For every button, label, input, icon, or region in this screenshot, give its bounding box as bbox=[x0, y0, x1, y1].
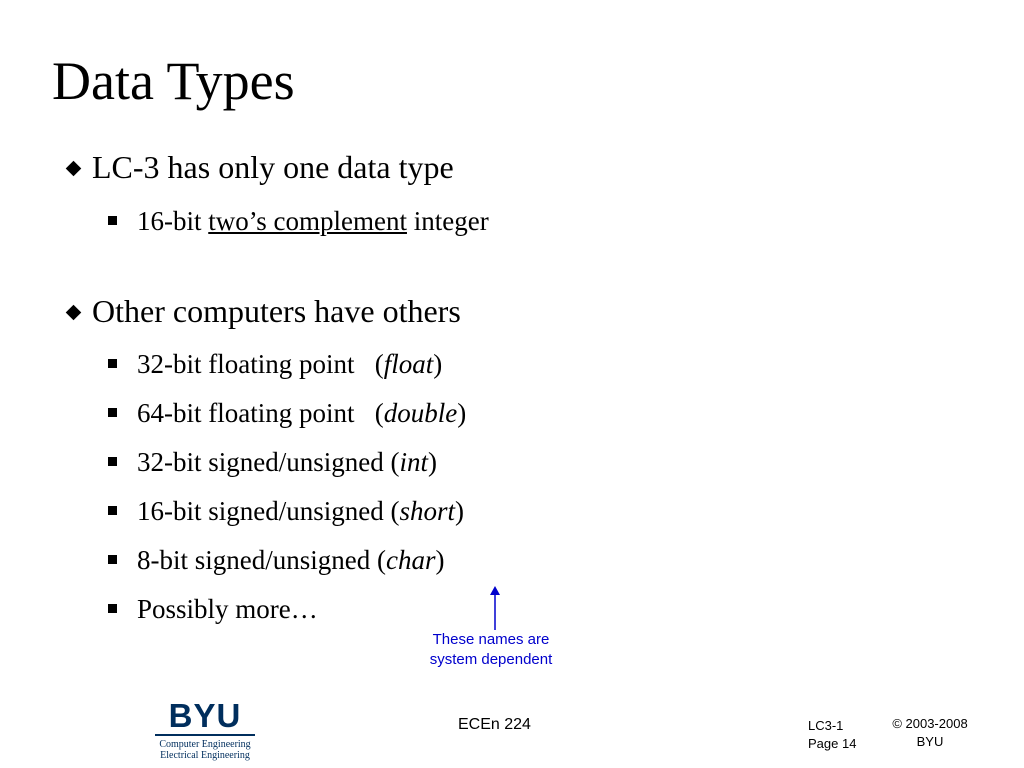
logo-dept-line-2: Electrical Engineering bbox=[160, 750, 250, 761]
up-arrow-icon bbox=[484, 586, 506, 632]
sub-bullet-suffix: integer bbox=[406, 206, 489, 236]
type-close: ) bbox=[435, 545, 445, 575]
diamond-bullet-icon bbox=[66, 305, 82, 321]
slide-id: LC3-1 bbox=[808, 718, 844, 733]
page-number: Page 14 bbox=[808, 736, 857, 751]
copyright-org: BYU bbox=[916, 734, 944, 749]
system-dependent-annotation bbox=[410, 630, 572, 670]
sub-bullet-short bbox=[137, 495, 464, 527]
type-description: 64-bit floating point ( bbox=[137, 398, 384, 428]
slide-info bbox=[808, 717, 856, 753]
slide-title: Data Types bbox=[52, 51, 295, 111]
square-bullet-icon bbox=[108, 506, 117, 515]
square-bullet-icon bbox=[108, 359, 117, 368]
course-name: ECEn 224 bbox=[458, 716, 531, 733]
sub-bullet-possibly-more bbox=[137, 593, 318, 625]
type-close: ) bbox=[428, 447, 437, 477]
bullet-others-text: Other computers have others bbox=[92, 293, 461, 329]
square-bullet-icon bbox=[108, 604, 117, 613]
square-bullet-icon bbox=[108, 457, 117, 466]
logo-rule bbox=[155, 734, 255, 736]
square-bullet-icon bbox=[108, 216, 117, 225]
sub-bullet-int bbox=[137, 446, 437, 478]
bullet-others bbox=[92, 292, 461, 330]
type-description: 32-bit signed/unsigned ( bbox=[137, 447, 400, 477]
sub-bullet-double bbox=[137, 397, 466, 429]
bullet-lc3 bbox=[92, 148, 454, 186]
copyright bbox=[885, 715, 975, 751]
type-description: 16-bit signed/unsigned ( bbox=[137, 496, 400, 526]
type-description: Possibly more… bbox=[137, 594, 318, 624]
type-close: ) bbox=[433, 349, 443, 379]
sub-bullet-twos-complement bbox=[137, 205, 489, 237]
type-keyword: short bbox=[399, 496, 456, 526]
square-bullet-icon bbox=[108, 555, 117, 564]
type-keyword: int bbox=[399, 447, 428, 477]
twos-complement-term: two’s complement bbox=[208, 206, 407, 236]
type-description: 32-bit floating point ( bbox=[137, 349, 384, 379]
byu-logo bbox=[155, 697, 255, 761]
sub-bullet-float bbox=[137, 348, 442, 380]
square-bullet-icon bbox=[108, 408, 117, 417]
byu-wordmark: BYU bbox=[168, 697, 242, 734]
logo-dept-line-1: Computer Engineering bbox=[159, 739, 251, 750]
annotation-line-1: These names are bbox=[432, 631, 550, 648]
type-keyword: double bbox=[383, 398, 458, 428]
type-description: 8-bit signed/unsigned ( bbox=[137, 545, 386, 575]
type-close: ) bbox=[455, 496, 465, 526]
diamond-bullet-icon bbox=[66, 161, 82, 177]
sub-bullet-prefix: 16-bit bbox=[137, 206, 209, 236]
type-close: ) bbox=[457, 398, 467, 428]
type-keyword: float bbox=[383, 349, 434, 379]
type-keyword: char bbox=[385, 545, 436, 575]
sub-bullet-char bbox=[137, 544, 444, 576]
bullet-lc3-text: LC-3 has only one data type bbox=[92, 149, 454, 185]
annotation-line-2: system dependent bbox=[429, 651, 553, 668]
copyright-years: © 2003-2008 bbox=[892, 716, 968, 731]
